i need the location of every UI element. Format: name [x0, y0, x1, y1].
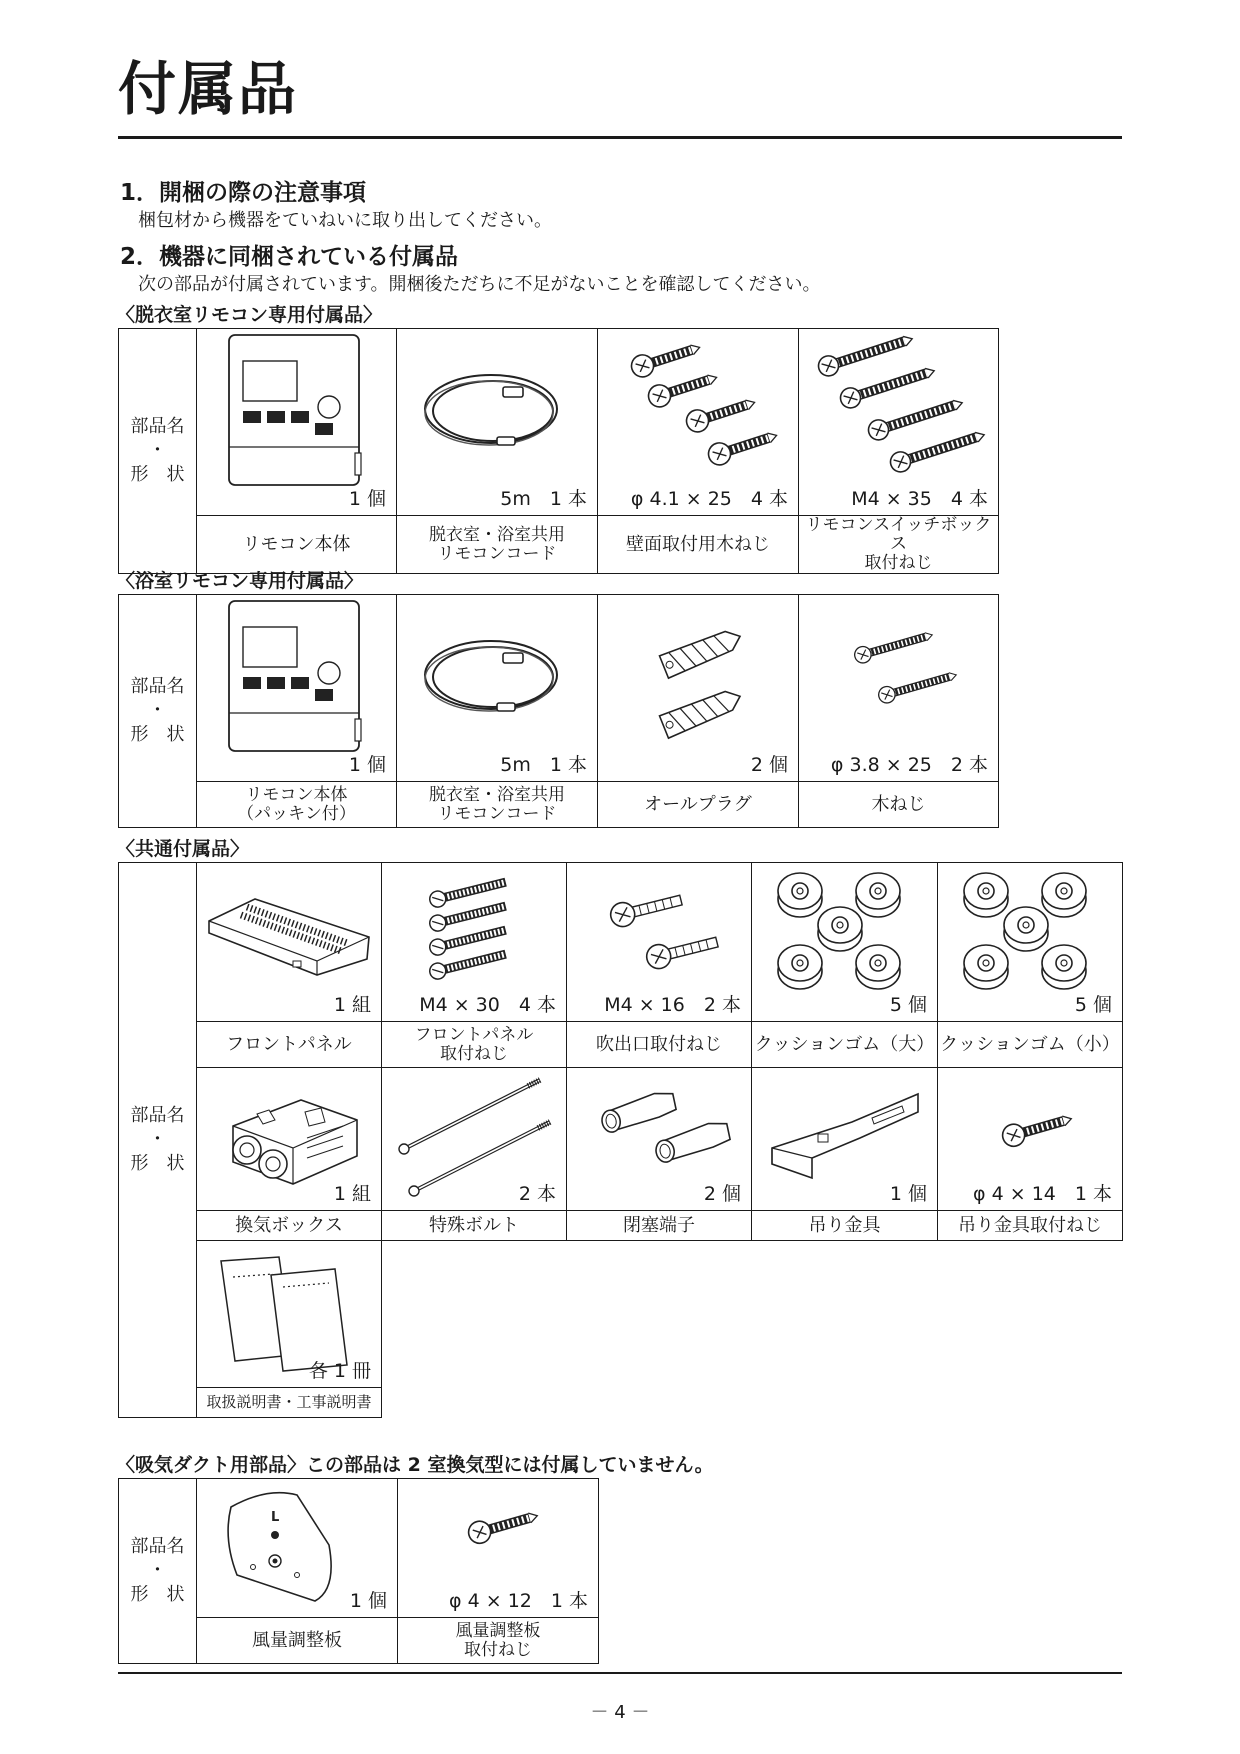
quantity: φ 4 × 12 1 本	[449, 1590, 588, 1612]
quantity: 5m 1 本	[500, 488, 587, 510]
part-name: リモコンスイッチボックス 取付ねじ	[799, 516, 999, 574]
quantity: 1 個	[349, 1590, 387, 1612]
part-name: 特殊ボルト	[382, 1211, 567, 1241]
part-name: 吊り金具	[752, 1211, 938, 1241]
section1-text: 梱包材から機器をていねいに取り出してください。	[138, 210, 552, 231]
svg-text:L: L	[271, 1510, 280, 1525]
cord-drawing	[397, 595, 597, 781]
part-name: 壁面取付用木ねじ	[598, 516, 799, 574]
end-terminal-drawing	[567, 1068, 751, 1210]
bracket-screw-drawing	[938, 1068, 1122, 1210]
part-name: 風量調整板 取付ねじ	[398, 1618, 599, 1664]
remote-drawing	[197, 329, 396, 515]
page-title: 付属品	[118, 55, 299, 123]
cushion-small-drawing	[938, 863, 1122, 1021]
side-label: 部品名 ・ 形 状	[119, 595, 197, 828]
cushion-large-drawing	[752, 863, 937, 1021]
front-panel-drawing	[197, 863, 381, 1021]
wood-screw-drawing	[799, 595, 998, 781]
side-label: 部品名 ・ 形 状	[119, 1479, 197, 1664]
anchor-plug-drawing	[598, 595, 798, 781]
part-name: 換気ボックス	[197, 1211, 382, 1241]
part-name: リモコン本体	[197, 516, 397, 574]
side-label: 部品名 ・ 形 状	[119, 863, 197, 1418]
side-label: 部品名 ・ 形 状	[119, 329, 197, 574]
part-name: クッションゴム（大）	[752, 1022, 938, 1068]
part-name: オールプラグ	[598, 782, 799, 828]
manuals-drawing	[197, 1241, 381, 1387]
part-name: フロントパネル 取付ねじ	[382, 1022, 567, 1068]
quantity: 各 1 冊	[308, 1360, 371, 1382]
quantity: 5 個	[1074, 994, 1112, 1016]
part-name: クッションゴム（小）	[938, 1022, 1123, 1068]
groupD-table	[118, 1478, 599, 1664]
remote-drawing	[197, 595, 396, 781]
quantity: 2 個	[750, 754, 788, 776]
part-name: 木ねじ	[799, 782, 999, 828]
part-name: 吊り金具取付ねじ	[938, 1211, 1123, 1241]
groupC-table	[118, 862, 1123, 1418]
quantity: 1 組	[333, 994, 371, 1016]
quantity: φ 3.8 × 25 2 本	[830, 754, 988, 776]
page-number: － 4 －	[590, 1702, 650, 1723]
damper-plate-drawing	[197, 1479, 397, 1617]
section1-heading: 1．開梱の際の注意事項	[120, 180, 367, 206]
groupB-title: 〈浴室リモコン専用付属品〉	[116, 570, 364, 592]
section2-heading: 2．機器に同梱されている付属品	[120, 244, 459, 270]
quantity: 1 個	[889, 1183, 927, 1205]
damper-screw-drawing	[398, 1479, 598, 1617]
groupD-title: 〈吸気ダクト用部品〉この部品は 2 室換気型には付属していません。	[116, 1454, 714, 1476]
section2-text: 次の部品が付属されています。開梱後ただちに不足がないことを確認してください。	[138, 274, 821, 295]
groupC-title: 〈共通付属品〉	[116, 838, 250, 860]
quantity: 5m 1 本	[500, 754, 587, 776]
footer-rule	[118, 1672, 1122, 1674]
quantity: 1 個	[348, 754, 386, 776]
quantity: 1 個	[348, 488, 386, 510]
machine-screw-drawing	[799, 329, 998, 515]
part-name: 脱衣室・浴室共用 リモコンコード	[397, 516, 598, 574]
special-bolt-drawing	[382, 1068, 566, 1210]
part-name: フロントパネル	[197, 1022, 382, 1068]
cord-drawing	[397, 329, 597, 515]
quantity: 2 本	[518, 1183, 556, 1205]
groupA-table	[118, 328, 999, 574]
panel-screw-drawing	[382, 863, 566, 1021]
outlet-screw-drawing	[567, 863, 751, 1021]
part-name: 閉塞端子	[567, 1211, 752, 1241]
quantity: M4 × 30 4 本	[419, 994, 556, 1016]
quantity: φ 4 × 14 1 本	[973, 1183, 1112, 1205]
title-rule	[118, 136, 1122, 139]
part-name: 吹出口取付ねじ	[567, 1022, 752, 1068]
quantity: 5 個	[889, 994, 927, 1016]
hanger-bracket-drawing	[752, 1068, 937, 1210]
part-name: 風量調整板	[197, 1618, 398, 1664]
quantity: M4 × 35 4 本	[851, 488, 988, 510]
quantity: M4 × 16 2 本	[604, 994, 741, 1016]
groupB-table	[118, 594, 999, 828]
groupA-title: 〈脱衣室リモコン専用付属品〉	[116, 304, 383, 326]
quantity: 1 組	[333, 1183, 371, 1205]
part-name: 脱衣室・浴室共用 リモコンコード	[397, 782, 598, 828]
wood-screw-drawing	[598, 329, 798, 515]
vent-box-drawing	[197, 1068, 381, 1210]
part-name: リモコン本体 （パッキン付）	[197, 782, 397, 828]
quantity: φ 4.1 × 25 4 本	[630, 488, 788, 510]
part-name: 取扱説明書・工事説明書	[197, 1388, 382, 1418]
quantity: 2 個	[703, 1183, 741, 1205]
